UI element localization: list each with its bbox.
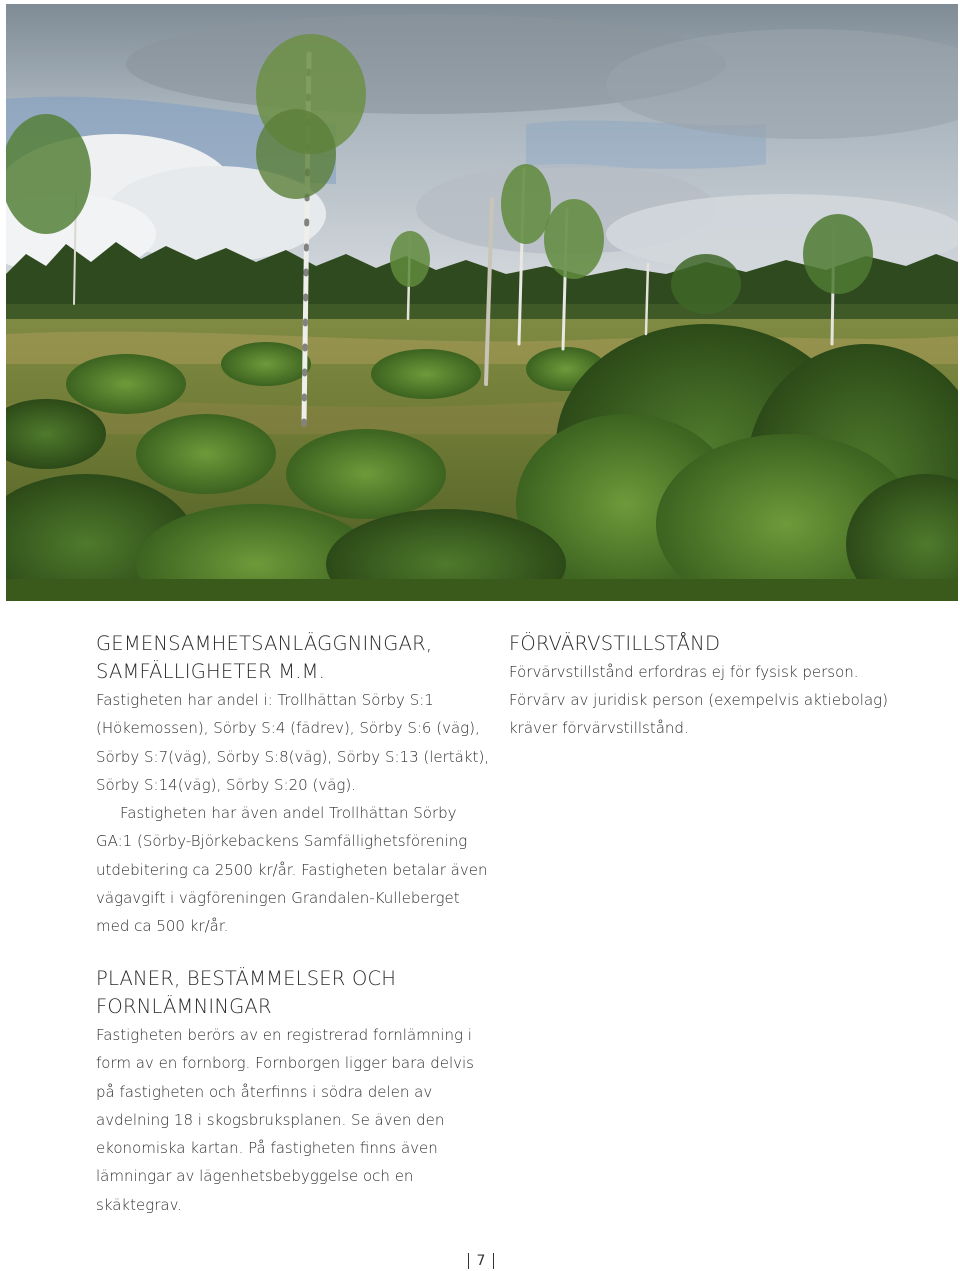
section-paragraph: Förvärvstillstånd erfordras ej för fysisk person. Förvärv av juridisk person (exempelvis aktiebolag) kräver förvärvstillstånd. bbox=[509, 663, 888, 737]
section-heading: FÖRVÄRVSTILLSTÅND bbox=[509, 632, 721, 655]
section-gemensamhetsanlaggningar bbox=[96, 630, 496, 941]
section-planer-bestammelser bbox=[96, 965, 496, 1219]
section-paragraph: Fastigheten har även andel Trollhättan Sörby GA:1 (Sörby-Björkebackens Samfällighetsförening utdebitering ca 2500 kr/år. Fastigheten betalar även vägavgift i vägföreningen Grandalen-Kulleberget med ca 500 kr/år. bbox=[96, 804, 488, 936]
section-paragraph: Fastigheten har andel i: Trollhättan Sörby S:1 (Hökemossen), Sörby S:4 (fädrev), Sörby S:6 (väg), Sörby S:7(väg), Sörby S:8(väg), Sörby S:13 (lertäkt), Sörby S:14(väg), Sörby S:20 (väg). bbox=[96, 691, 490, 794]
section-heading: PLANER, BESTÄMMELSER OCH FORNLÄMNINGAR bbox=[96, 967, 397, 1018]
page-number bbox=[466, 1251, 496, 1271]
landscape-illustration bbox=[6, 4, 958, 601]
section-paragraph: Fastigheten berörs av en registrerad fornlämning i form av en fornborg. Fornborgen ligger bara delvis på fastigheten och återfinns i södra delen av avdelning 18 i skogsbruksplanen. Se även den ekonomiska kartan. På fastigheten finns även lämningar av lägenhetsbebyggelse och en skäktegrav. bbox=[96, 1026, 474, 1214]
page-number-divider bbox=[493, 1253, 494, 1269]
page-number-divider bbox=[468, 1253, 469, 1269]
landscape-photo bbox=[6, 4, 958, 601]
section-forvarvstillstand bbox=[509, 630, 909, 742]
page-number-text: 7 bbox=[476, 1253, 486, 1269]
section-heading: GEMENSAMHETSANLÄGGNINGAR, SAMFÄLLIGHETER M.M. bbox=[96, 632, 433, 683]
